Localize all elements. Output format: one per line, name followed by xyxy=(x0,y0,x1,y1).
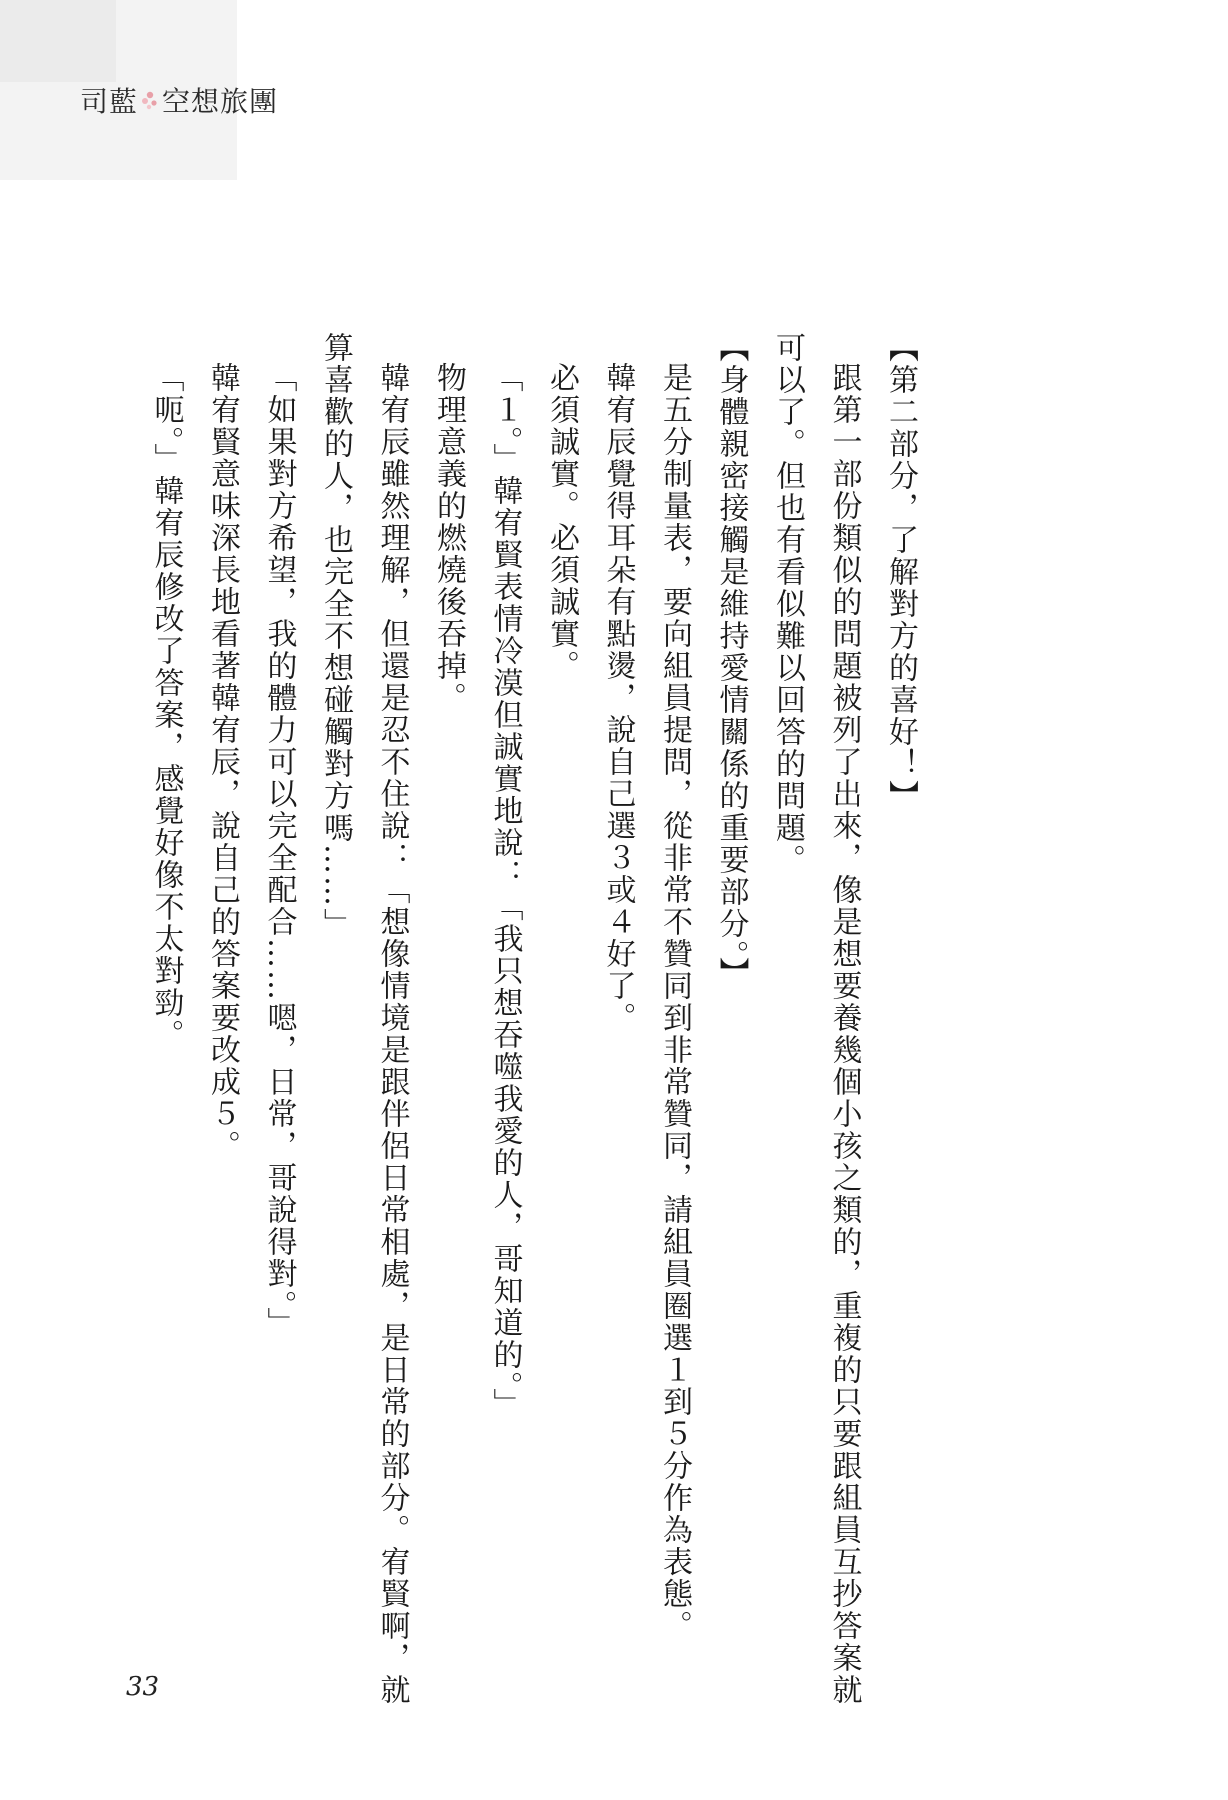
author-name: 司藍 xyxy=(80,85,139,118)
paragraph: 是五分制量表，要向組員提問，從非常不贊同到非常贊同，請組員圈選１到５分作為表態。 xyxy=(657,362,692,1642)
paragraph: 「１。」韓宥賢表情冷漠但誠實地說：「我只想吞噬我愛的人，哥知道的。」 xyxy=(487,362,523,1420)
vertical-text-body xyxy=(148,332,928,1722)
paragraph: 「如果對方希望，我的體力可以完全配合……嗯，日常，哥說得對。」 xyxy=(261,362,297,1339)
series-name: 空想旅團 xyxy=(162,85,279,118)
section-heading: 【第二部分，了解對方的喜好！】 xyxy=(883,332,918,812)
flower-ornament-icon xyxy=(140,88,160,112)
page-number: 33 xyxy=(126,1672,160,1702)
paragraph: 跟第一部份類似的問題被列了出來，像是想要養幾個小孩之類的，重複的只要跟組員互抄答案就可以了。但也有看似難以回答的問題。 xyxy=(770,332,862,1706)
paragraph: 韓宥辰雖然理解，但還是忍不住說：「想像情境是跟伴侶日常相處，是日常的部分。宥賢啊，就算喜歡的人，也完全不想碰觸對方嗎……」 xyxy=(318,332,410,1706)
paragraph: 物理意義的燃燒後吞掉。 xyxy=(431,362,466,714)
book-title xyxy=(80,80,278,120)
paragraph: 韓宥賢意味深長地看著韓宥辰，說自己的答案要改成５。 xyxy=(205,362,240,1162)
paragraph: 「呃。」韓宥辰修改了答案，感覺好像不太對勁。 xyxy=(148,362,184,1051)
header-shade xyxy=(0,0,116,82)
paragraph: 韓宥辰覺得耳朵有點燙，說自己選３或４好了。 xyxy=(600,362,636,1034)
paragraph: 必須誠實。必須誠實。 xyxy=(544,362,579,682)
section-heading: 【身體親密接觸是維持愛情關係的重要部分。】 xyxy=(713,332,749,989)
